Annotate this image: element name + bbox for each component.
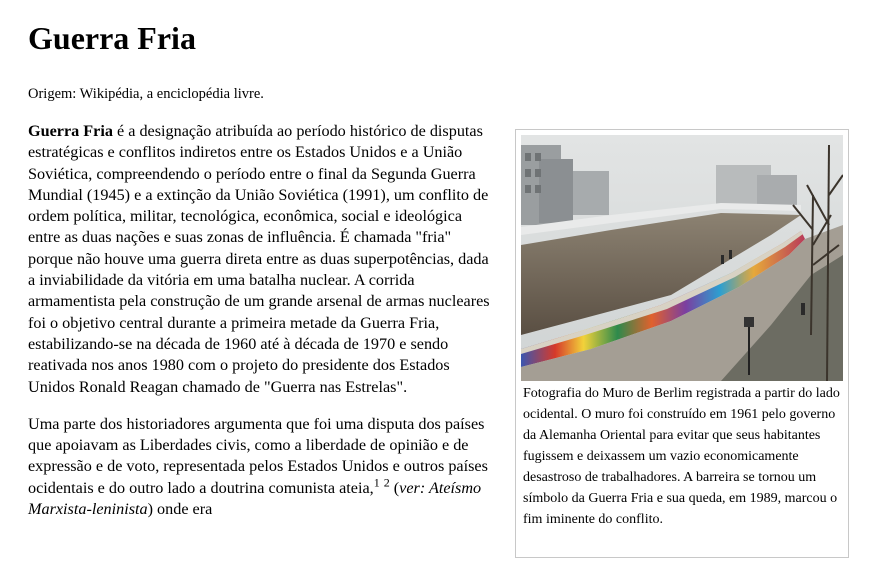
intro-term: Guerra Fria [28, 122, 113, 140]
see-also-link[interactable]: ver: Ateísmo Marxista-leninista [28, 478, 482, 519]
paragraph-historians [28, 414, 493, 520]
origin-note: Origem: Wikipédia, a enciclopédia livre. [28, 86, 264, 102]
paragraph-intro [28, 121, 493, 398]
see-open: ( [389, 478, 400, 497]
figure-box [515, 129, 849, 558]
reference-2[interactable]: 2 [383, 475, 390, 490]
berlin-wall-photo[interactable] [521, 135, 843, 381]
reference-1[interactable]: 1 [373, 475, 380, 490]
article-body [28, 121, 493, 536]
page-title: Guerra Fria [28, 20, 196, 56]
see-close: ) [147, 500, 153, 519]
berlin-wall-illustration [521, 135, 843, 381]
historians-tail: onde era [153, 500, 213, 519]
intro-text: é a designação atribuída ao período histórico de disputas estratégicas e conflitos indiretos entre os Estados Unidos e a União Soviética, compreendendo o período entre o final da Segunda Guerra Mundial (1945) e a extinção da União Soviética (1991), um conflito de ordem política, militar, tecnológica, econômica, social e ideológica entre as duas nações e suas zonas de influência. É chamada "fria" porque não houve uma guerra direta entre as duas superpotências, dada a inviabilidade da vitória em uma batalha nuclear. A corrida armamentista pela construção de um grande arsenal de armas nucleares foi o objetivo central durante a primeira metade da Guerra Fria, estabilizando-se na década de 1960 até à década de 1970 e sendo reativada nos anos 1980 com o projeto do presidente dos Estados Unidos Ronald Reagan chamado de "Guerra nas Estrelas". [28, 122, 490, 396]
figure-caption: Fotografia do Muro de Berlim registrada a partir do lado ocidental. O muro foi construído em 1961 pelo governo da Alemanha Oriental para evitar que seus habitantes fugissem e deixassem um vazio economicamente desastroso de trabalhadores. A barreira se tornou um símbolo da Guerra Fria e sua queda, em 1989, marcou o fim iminente do conflito. [523, 386, 840, 527]
historians-text: Uma parte dos historiadores argumenta que foi uma disputa dos países que apoiavam as Liberdades civis, como a liberdade de opinião e de expressão e de voto, representada pelos Estados Unidos e outros países ocidentais e do outro lado a doutrina comunista ateia, [28, 414, 488, 497]
